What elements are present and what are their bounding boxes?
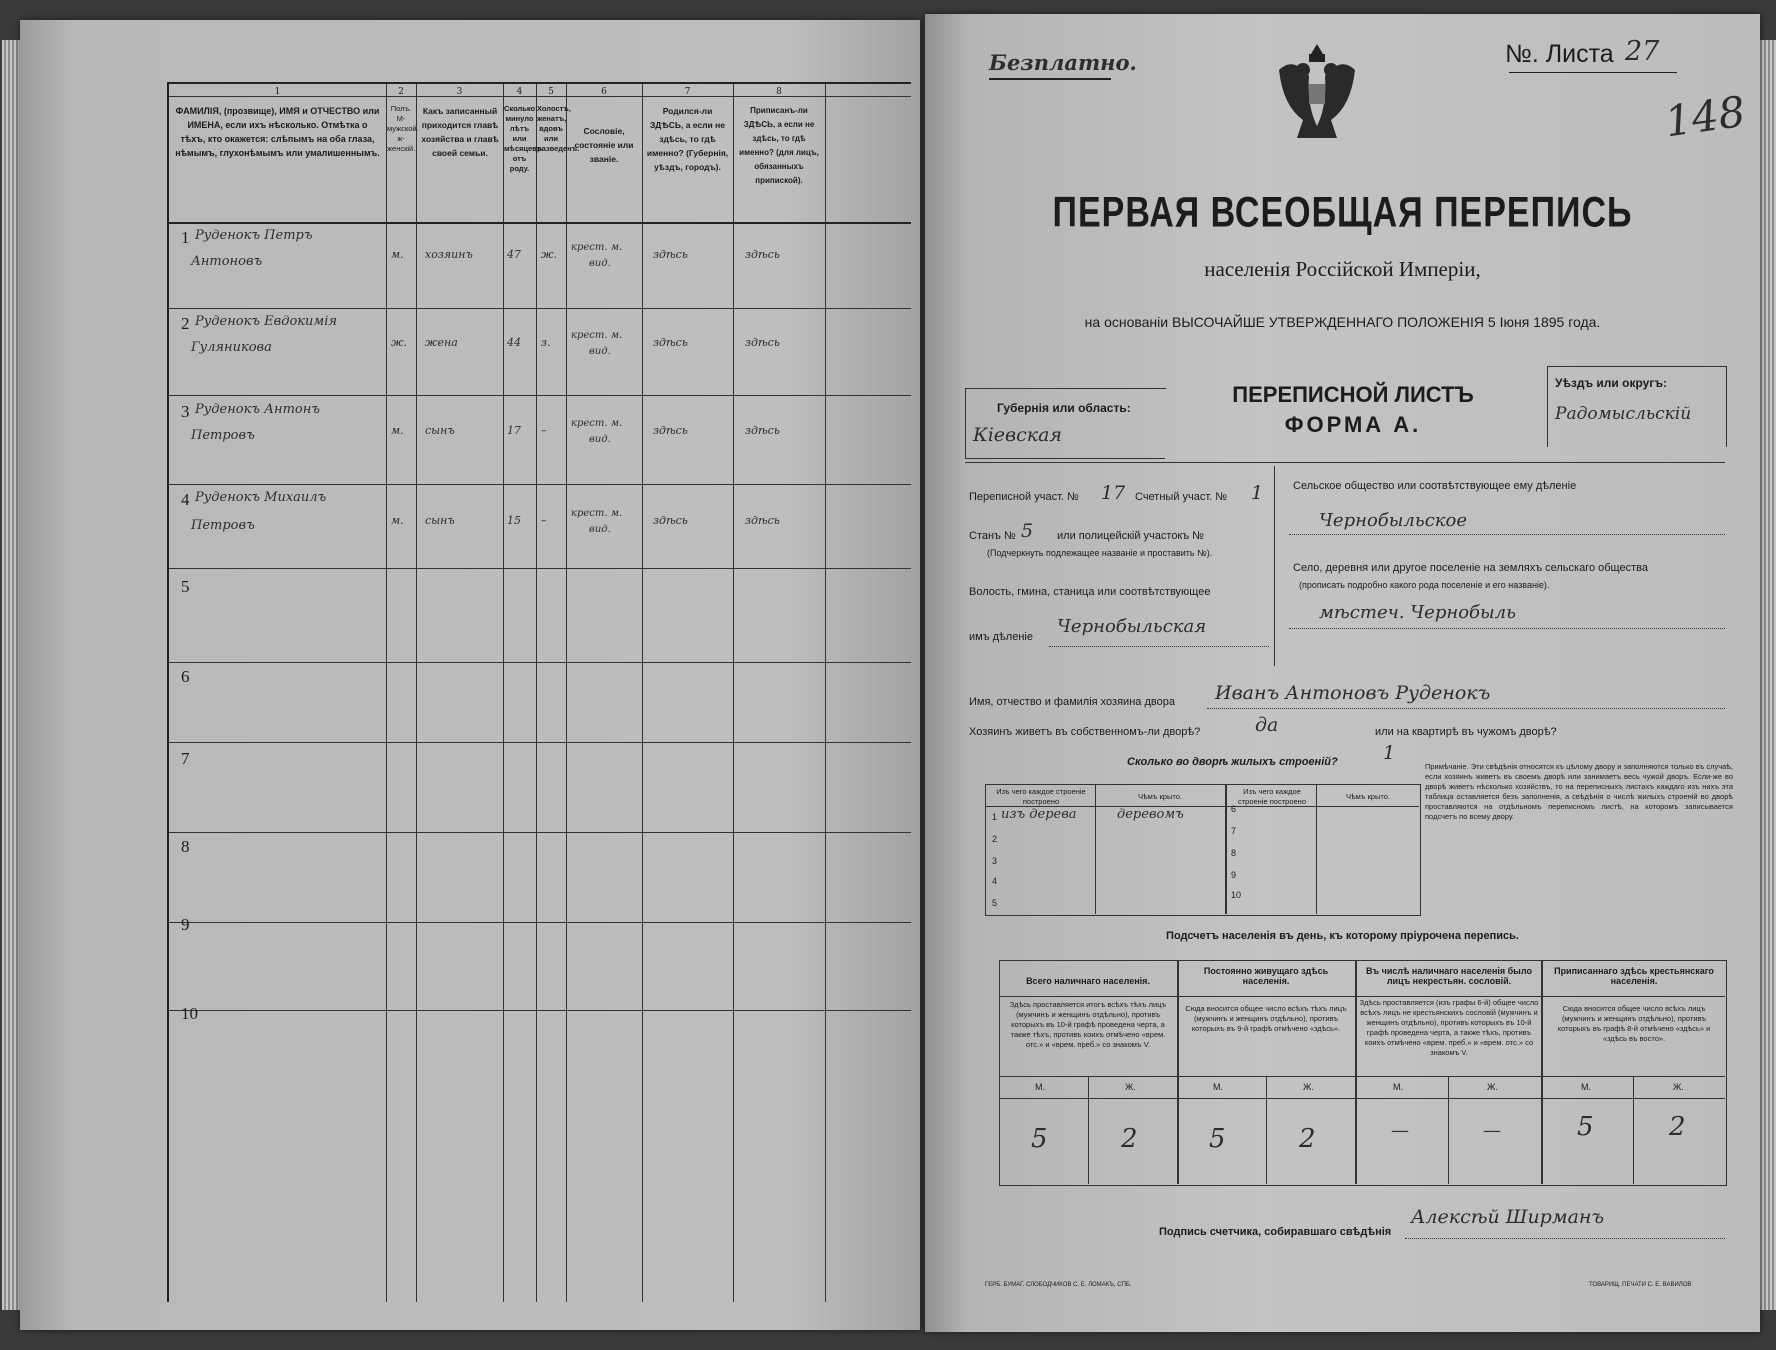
row-number: 10: [181, 1004, 198, 1023]
form-title: ПЕРЕПИСНОЙ ЛИСТЪ: [1232, 382, 1474, 407]
bt-row-num: 8: [1231, 848, 1237, 858]
ct-value: 5: [1209, 1124, 1226, 1154]
free-underline: [989, 78, 1111, 80]
village-value: мѣстеч. Чернобыль: [1319, 602, 1516, 623]
bt-divider: [1316, 784, 1317, 914]
ct-rule: [999, 996, 1725, 997]
printer-left: ГЕРБ. БУМАГ. СЛОБОДЧИКОВ С. Е. ЛОМАКЪ, СПБ.: [985, 1282, 1132, 1288]
table-top-rule: [169, 82, 911, 84]
row-number: 3: [181, 402, 190, 421]
person-marital: –: [541, 424, 547, 437]
header-bottom-rule: [169, 222, 911, 224]
person-born: здѣсь: [653, 248, 688, 261]
col-header-name: ФАМИЛІЯ, (прозвище), ИМЯ и ОТЧЕСТВО или ИМЕНА, если ихъ нѣсколько. Отмѣтка о тѣхъ, кто окажется: слѣпымъ на оба глаза, нѣмымъ, глухонѣмымъ или умалишеннымъ.: [175, 106, 380, 158]
bt-row-num: 1: [992, 812, 998, 822]
volost-label-2: имъ дѣленіе: [969, 631, 1033, 643]
row-number: 6: [181, 667, 190, 686]
buildings-label: Сколько во дворѣ жилыхъ строеній?: [1127, 756, 1338, 768]
volost-label: Волость, гмина, станица или соотвѣтствующее: [969, 586, 1211, 598]
bt-row-num: 10: [1231, 890, 1242, 900]
person-marital: ж.: [541, 248, 558, 261]
person-born: здѣсь: [653, 424, 688, 437]
person-registered: здѣсь: [745, 514, 780, 527]
row-rule: [169, 832, 911, 833]
ct-divider: [1633, 1076, 1634, 1184]
stan-tail: или полицейскій участокъ №: [1057, 530, 1204, 542]
colnum: 5: [548, 87, 554, 97]
bt-row-num: 3: [992, 856, 998, 866]
left-page: [20, 20, 920, 1330]
person-marital: –: [541, 514, 547, 527]
col-marital: [536, 82, 580, 1302]
ct-zh: Ж.: [1487, 1082, 1498, 1092]
bt-row-num: 9: [1231, 870, 1237, 880]
person-relation: жена: [425, 336, 458, 349]
bt-head-roof: Чѣмъ крыто.: [1138, 792, 1182, 801]
person-registered: здѣсь: [745, 424, 780, 437]
colnum: 8: [776, 87, 782, 97]
bt-row-num: 5: [992, 898, 998, 908]
person-estate-2: вид.: [589, 524, 611, 535]
row-rule: [169, 568, 911, 569]
col-sex: [386, 82, 417, 1302]
col-header-estate: Сословіе, состояніе или званіе.: [574, 126, 634, 164]
ct-value: —: [1483, 1120, 1501, 1141]
census-title: ПЕРВАЯ ВСЕОБЩАЯ ПЕРЕПИСЬ: [1052, 189, 1633, 237]
ct-divider: [1355, 960, 1357, 1184]
ct-head-total: Всего наличнаго населенія.: [1026, 976, 1150, 986]
bt-row-num: 6: [1231, 804, 1237, 814]
bt-divider: [1225, 784, 1227, 914]
colnum: 6: [601, 87, 607, 97]
person-estate-2: вид.: [589, 434, 611, 445]
row-number: 1: [181, 228, 190, 247]
row-number: 4: [181, 490, 190, 509]
count-table: [999, 960, 1727, 1186]
person-surname: Руденокъ Михаилъ: [195, 490, 327, 505]
signature-underline: [1405, 1238, 1725, 1239]
person-age: 17: [507, 424, 521, 437]
ct-value: —: [1391, 1120, 1409, 1141]
stan-note: (Подчеркнуть подлежащее названіе и проставить №).: [987, 548, 1213, 558]
row-number: 7: [181, 749, 190, 768]
row-number: 8: [181, 837, 190, 856]
ct-head-non-peasant: Въ числѣ наличнаго населенія было лицъ некрестьян. сословій.: [1366, 966, 1532, 986]
person-sex: м.: [391, 248, 404, 261]
person-age: 47: [507, 248, 521, 261]
person-surname: Руденокъ Евдокимія: [195, 314, 337, 329]
ct-value: 2: [1121, 1124, 1138, 1154]
census-table: [167, 82, 911, 1302]
owner-underline: [1207, 708, 1725, 709]
village-underline: [1289, 628, 1725, 629]
row-rule: [169, 662, 911, 663]
form-name: ФОРМА А.: [1284, 412, 1422, 437]
bt-row-num: 7: [1231, 826, 1237, 836]
ct-divider: [1088, 1076, 1089, 1184]
ct-note-peasant: Сюда вносится общее число всѣхъ лицъ (мужчинъ и женщинъ отдѣльно), противъ которыхъ въ графѣ 8-й отмѣчено «здѣсь» и «здѣсь въ восто».: [1557, 1004, 1711, 1043]
ct-value: 5: [1031, 1124, 1048, 1154]
ct-note-permanent: Сюда вносится общее число всѣхъ тѣхъ лицъ (мужчинъ и женщинъ отдѣльно), противъ которыхъ въ 9-й графѣ отмѣчено «здѣсь».: [1185, 1004, 1347, 1033]
row-rule: [169, 922, 911, 923]
col-registered: [733, 82, 826, 1302]
col-born: [642, 82, 734, 1302]
person-registered: здѣсь: [745, 248, 780, 261]
person-estate-2: вид.: [589, 258, 611, 269]
section-rule: [965, 462, 1725, 463]
bt-divider: [1095, 784, 1096, 914]
uchastok-value: 17: [1101, 482, 1126, 504]
ct-zh: Ж.: [1673, 1082, 1684, 1092]
colnum: 2: [398, 87, 404, 97]
person-patronymic: Гуляникова: [191, 340, 272, 355]
person-surname: Руденокъ Антонъ: [195, 402, 320, 417]
gubernia-underline: [965, 458, 1165, 459]
col-relation: [416, 82, 504, 1302]
person-age: 44: [507, 336, 521, 349]
bt-head-material-2: Изъ чего каждое строеніе построено: [1237, 787, 1306, 806]
section-divider: [1274, 466, 1275, 666]
person-sex: м.: [391, 514, 404, 527]
right-page: [925, 14, 1760, 1332]
ct-m: М.: [1581, 1082, 1591, 1092]
archive-number: 148: [1661, 86, 1749, 147]
person-born: здѣсь: [653, 336, 688, 349]
person-estate: крест. м.: [571, 242, 623, 253]
row-rule: [169, 484, 911, 485]
page-stack-left-edge: [2, 40, 20, 1310]
person-relation: сынъ: [425, 424, 455, 437]
selo-underline: [1289, 534, 1725, 535]
census-subtitle: населенія Россійской Имперіи,: [1204, 257, 1481, 281]
gubernia-value: Кіевская: [973, 424, 1062, 446]
person-patronymic: Антоновъ: [191, 254, 263, 269]
col-header-registered: Приписанъ-ли ЗДѢСЬ, а если не здѣсь, то гдѣ именно? (для лицъ, обязанныхъ припиской).: [739, 106, 819, 185]
sheet-number: 27: [1625, 36, 1660, 67]
uchastok-label: Переписной участ. №: [969, 491, 1079, 503]
uezd-value: Радомысльскій: [1555, 404, 1692, 424]
row-number: 2: [181, 314, 190, 333]
ct-value: 5: [1577, 1112, 1594, 1142]
person-patronymic: Петровъ: [191, 428, 255, 443]
census-basis: на основаніи ВЫСОЧАЙШЕ УТВЕРЖДЕННАГО ПОЛОЖЕНІЯ 5 Іюня 1895 года.: [1084, 314, 1601, 330]
person-age: 15: [507, 514, 521, 527]
bt-row-num: 4: [992, 876, 998, 886]
person-registered: здѣсь: [745, 336, 780, 349]
selo-obshchestvo-label: Сельское общество или соотвѣтствующее ему дѣленіе: [1293, 480, 1577, 492]
person-surname: Руденокъ Петръ: [195, 228, 313, 243]
ct-value: 2: [1669, 1112, 1686, 1142]
person-born: здѣсь: [653, 514, 688, 527]
col-header-relation: Какъ записанный приходится главѣ хозяйства и главѣ своей семьи.: [421, 106, 499, 158]
page-stack-right-edge: [1758, 40, 1776, 1310]
ct-m: М.: [1213, 1082, 1223, 1092]
sheet-underline: [1509, 72, 1677, 73]
ct-divider: [1448, 1076, 1449, 1184]
ct-m: М.: [1393, 1082, 1403, 1092]
village-note: (прописать подробно какого рода поселеніе и его названіе).: [1299, 580, 1550, 590]
signature-value: Алексѣй Ширманъ: [1411, 1206, 1605, 1228]
sheet-label: №. Листа: [1505, 40, 1614, 68]
row-rule: [169, 1010, 911, 1011]
imperial-eagle-icon: [1269, 40, 1365, 152]
ct-m: М.: [1035, 1082, 1045, 1092]
person-estate: крест. м.: [571, 508, 623, 519]
gubernia-label: Губернія или область:: [997, 401, 1131, 415]
printer-right: ТОВАРИЩ. ПЕЧАТИ С. Е. ВАВИЛОВ: [1589, 1282, 1692, 1288]
bt-head-material: Изъ чего каждое строеніе построено: [996, 787, 1086, 806]
colnum: 3: [456, 87, 463, 97]
rented-yard-label: или на квартирѣ въ чужомъ дворѣ?: [1375, 726, 1557, 738]
person-relation: сынъ: [425, 514, 455, 527]
col-header-age: Сколько минуло лѣтъ или мѣсяцевъ отъ роду.: [504, 104, 543, 173]
own-yard-value: да: [1255, 714, 1279, 736]
person-sex: м.: [391, 424, 404, 437]
buildings-note: Примѣчаніе. Эти свѣдѣнія относятся къ цѣлому двору и заполняются только въ случаѣ, если хозяинъ живетъ въ своемъ дворѣ или занимаетъ весь чужой дворъ. Если-же во дворѣ живетъ нѣсколько хозяйствъ, то на переписныхъ листахъ каждаго изъ нихъ эта таблица оставляется безъ заполненія, а свѣдѣнія о числѣ жилыхъ строеній во дворѣ проставляются на отдѣльномъ переписномъ листѣ, на которомъ записывается подсчетъ по всему двору.: [1425, 762, 1733, 821]
ct-divider: [1266, 1076, 1267, 1184]
volost-underline: [1049, 646, 1269, 647]
bt-roof-value: деревомъ: [1117, 807, 1184, 822]
ct-head-permanent: Постоянно живущаго здѣсь населенія.: [1203, 966, 1329, 986]
bt-head-roof-2: Чѣмъ крыто.: [1346, 792, 1390, 801]
row-rule: [169, 742, 911, 743]
ct-note-total: Здѣсь проставляется итогъ всѣхъ тѣхъ лицъ (мужчинъ и женщинъ отдѣльно), противъ которыхъ въ 10-й графѣ проведена черта, а также тѣхъ, противъ коихъ отмѣчено «врем. отс.» и «врем. преб.» со знакомъ V.: [1009, 1000, 1167, 1049]
person-estate-2: вид.: [589, 346, 611, 357]
ct-rule: [999, 1098, 1725, 1099]
free-label: Безплатно.: [989, 50, 1137, 75]
stan-label: Станъ №: [969, 530, 1016, 542]
ct-rule: [999, 1076, 1725, 1077]
person-marital: з.: [541, 336, 551, 349]
village-label: Село, деревня или другое поселеніе на земляхъ сельскаго общества: [1293, 562, 1648, 574]
volost-value: Чернобыльская: [1057, 616, 1207, 637]
signature-label: Подпись счетчика, собиравшаго свѣдѣнія: [1159, 1226, 1392, 1238]
ct-value: 2: [1299, 1124, 1316, 1154]
person-sex: ж.: [391, 336, 408, 349]
ct-zh: Ж.: [1125, 1082, 1136, 1092]
uezd-label: Уѣздъ или округъ:: [1555, 376, 1668, 390]
colnum: 4: [516, 87, 523, 97]
own-yard-label: Хозяинъ живетъ въ собственномъ-ли дворѣ?: [969, 726, 1201, 738]
row-number: 9: [181, 915, 190, 934]
person-estate: крест. м.: [571, 418, 623, 429]
bt-material-value: изъ дерева: [1001, 807, 1077, 822]
col-age: [503, 82, 543, 1302]
row-rule: [169, 395, 911, 396]
buildings-value: 1: [1383, 742, 1396, 764]
owner-value: Иванъ Антоновъ Руденокъ: [1215, 682, 1491, 704]
person-estate: крест. м.: [571, 330, 623, 341]
col-header-marital: Холостъ, женатъ, вдовъ или разведенъ.: [537, 104, 580, 153]
person-relation: хозяинъ: [425, 248, 473, 261]
owner-label: Имя, отчество и фамилія хозяина двора: [969, 696, 1175, 708]
ct-divider: [1177, 960, 1179, 1184]
ct-note-non-peasant: Здѣсь проставляется (изъ графы 6-й) общее число всѣхъ лицъ не крестьянскихъ сословій (мужчинъ и женщинъ отдѣльно), противъ которыхъ въ 10-й графѣ проведена черта, а также тѣхъ, противъ коихъ отмѣчено «врем. преб.» и «врем. отс.» со знакомъ V.: [1359, 998, 1539, 1057]
selo-obshchestvo-value: Чернобыльское: [1319, 510, 1468, 531]
bt-row-num: 2: [992, 834, 998, 844]
colnum: 7: [684, 87, 691, 97]
schetny-value: 1: [1251, 482, 1264, 504]
colnum: 1: [274, 87, 281, 97]
count-title: Подсчетъ населенія въ день, къ которому пріурочена перепись.: [1166, 930, 1519, 942]
col-header-born: Родился-ли ЗДѢСЬ, а если не здѣсь, то гдѣ именно? (Губернія, уѣздъ, городъ).: [646, 106, 729, 172]
ct-zh: Ж.: [1303, 1082, 1314, 1092]
schetny-label: Счетный участ. №: [1135, 491, 1228, 503]
stan-value: 5: [1021, 520, 1034, 542]
row-number: 5: [181, 577, 190, 596]
col-header-sex: Полъ. М-мужской. ж-женскій.: [387, 104, 419, 153]
ct-head-peasant: Приписаннаго здѣсь крестьянскаго населенія.: [1554, 966, 1714, 986]
ct-divider: [1541, 960, 1543, 1184]
person-patronymic: Петровъ: [191, 518, 255, 533]
row-rule: [169, 308, 911, 309]
